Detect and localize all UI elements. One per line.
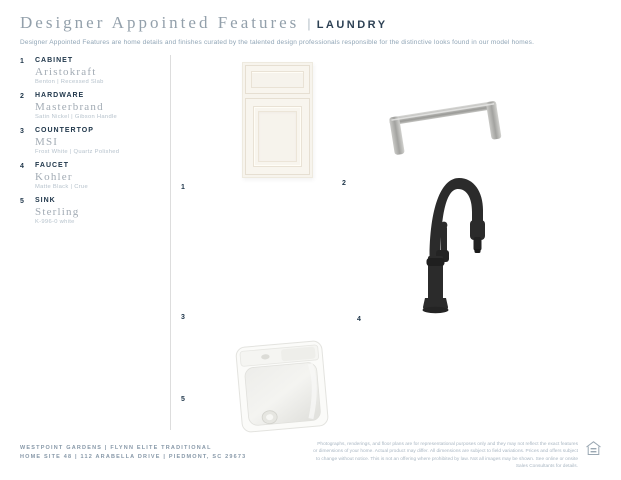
footer-disclaimer: Photographs, renderings, and floor plans are for representational purposes only and they may not reflect the exact features or dimensions of your home. Actual product may differ. All dimensions are subject to field variations. Prices and offers subject to change without notice. This is not an offering where prohibited by law. Not all images may be shown. See online or onsite Sales Consultants for details. (313, 442, 578, 470)
item-number: 1 (20, 58, 24, 65)
item-number: 2 (20, 93, 24, 100)
title-divider: | (307, 16, 311, 31)
item-number: 4 (20, 163, 24, 170)
item-category: FAUCET (35, 162, 69, 169)
item-details: Satin Nickel | Gibson Handle (35, 114, 118, 120)
footer-line-1: WESTPOINT GARDENS | FLYNN ELITE TRADITIONAL (20, 445, 212, 451)
hardware-pull-image (381, 93, 509, 159)
item-details: Benton | Recessed Slab (35, 79, 104, 85)
annotation-4: 4 (357, 316, 361, 323)
page-header (20, 13, 388, 33)
item-brand: Kohler (35, 171, 73, 183)
annotation-5: 5 (181, 396, 185, 403)
list-item-faucet (20, 162, 160, 190)
page-title: Designer Appointed Features (20, 13, 300, 32)
faucet-image (408, 170, 493, 315)
annotation-3: 3 (181, 314, 185, 321)
item-category: COUNTERTOP (35, 127, 94, 134)
cabinet-door-front (245, 98, 310, 175)
footer-line-2: HOME SITE 48 | 112 ARABELLA DRIVE | PIEDMONT, SC 29673 (20, 454, 247, 460)
list-item-hardware (20, 92, 160, 120)
sink-image (228, 336, 336, 436)
cabinet-drawer-front (245, 65, 310, 94)
item-brand: Masterbrand (35, 101, 104, 113)
page-subtitle: Designer Appointed Features are home details and finishes curated by the talented design professionals responsible for the distinctive looks found in our model homes. (20, 39, 535, 46)
cabinet-sample-image (242, 62, 313, 178)
equal-housing-icon (585, 440, 602, 457)
list-item-sink (20, 197, 160, 225)
item-brand: Sterling (35, 206, 80, 218)
list-item-countertop (20, 127, 160, 155)
list-item-cabinet (20, 57, 160, 85)
item-number: 5 (20, 198, 24, 205)
annotation-1: 1 (181, 184, 185, 191)
item-details: K-996-0 white (35, 219, 75, 225)
features-list (20, 57, 160, 232)
annotation-2: 2 (342, 180, 346, 187)
section-label: LAUNDRY (316, 19, 388, 31)
item-category: HARDWARE (35, 92, 85, 99)
item-category: SINK (35, 197, 56, 204)
item-category: CABINET (35, 57, 74, 64)
vertical-divider (170, 55, 171, 430)
footer-community-info (20, 444, 246, 462)
item-details: Frost White | Quartz Polished (35, 149, 120, 155)
item-brand: Aristokraft (35, 66, 97, 78)
item-brand: MSI (35, 136, 59, 148)
item-number: 3 (20, 128, 24, 135)
item-details: Matte Black | Crue (35, 184, 88, 190)
